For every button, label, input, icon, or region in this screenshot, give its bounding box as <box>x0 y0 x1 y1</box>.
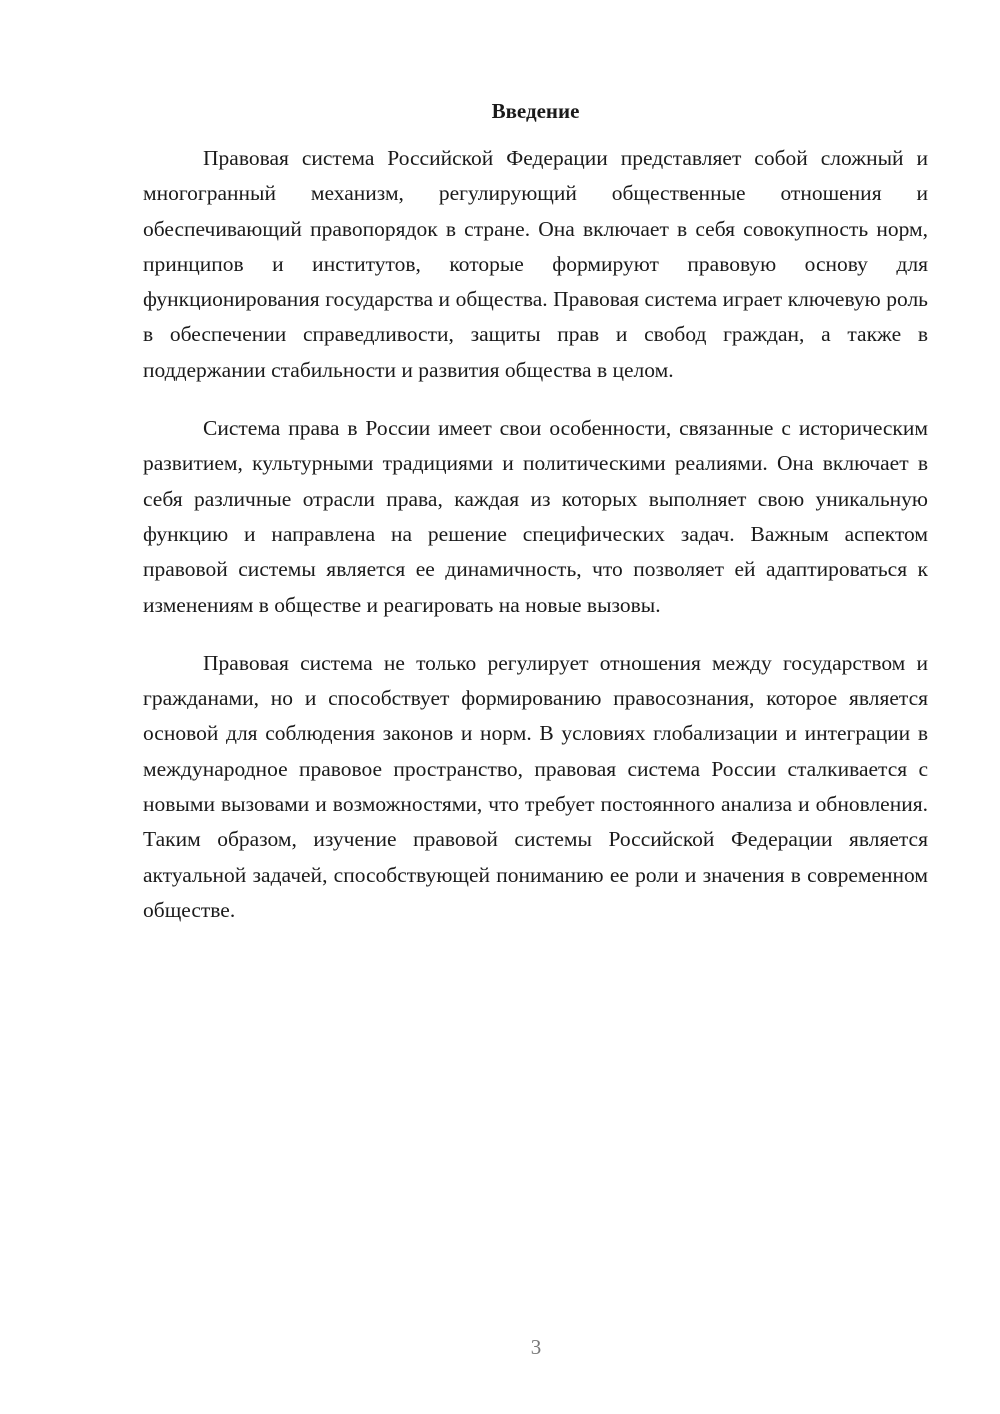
page-number: 3 <box>530 1335 542 1359</box>
paragraph-3: Правовая система не только регулирует отношения между государством и гражданами, но и способствует формированию правосознания, которое является основой для соблюдения законов и норм. В условиях глобализации и интеграции в международное правовое пространство, правовая система России сталкивается с новыми вызовами и возможностями, что требует постоянного анализа и обновления. Таким образом, изучение правовой системы Российской Федерации является актуальной задачей, способствующей пониманию ее роли и значения в современном обществе. <box>143 650 928 922</box>
body-text <box>143 141 928 951</box>
section-heading: Введение <box>491 99 580 123</box>
paragraph-1: Правовая система Российской Федерации представляет собой сложный и многогранный механизм, регулирующий общественные отношения и обеспечивающий правопорядок в стране. Она включает в себя совокупность норм, принципов и институтов, которые формируют правовую основу для функционирования государства и общества. Правовая система играет ключевую роль в обеспечении справедливости, защиты прав и свобод граждан, а также в поддержании стабильности и развития общества в целом. <box>143 146 928 382</box>
paragraph-2: Система права в России имеет свои особенности, связанные с историческим развитием, культурными традициями и политическими реалиями. Она включает в себя различные отрасли права, каждая из которых выполняет свою уникальную функцию и направлена на решение специфических задач. Важным аспектом правовой системы является ее динамичность, что позволяет ей адаптироваться к изменениям в обществе и реагировать на новые вызовы. <box>143 416 928 617</box>
